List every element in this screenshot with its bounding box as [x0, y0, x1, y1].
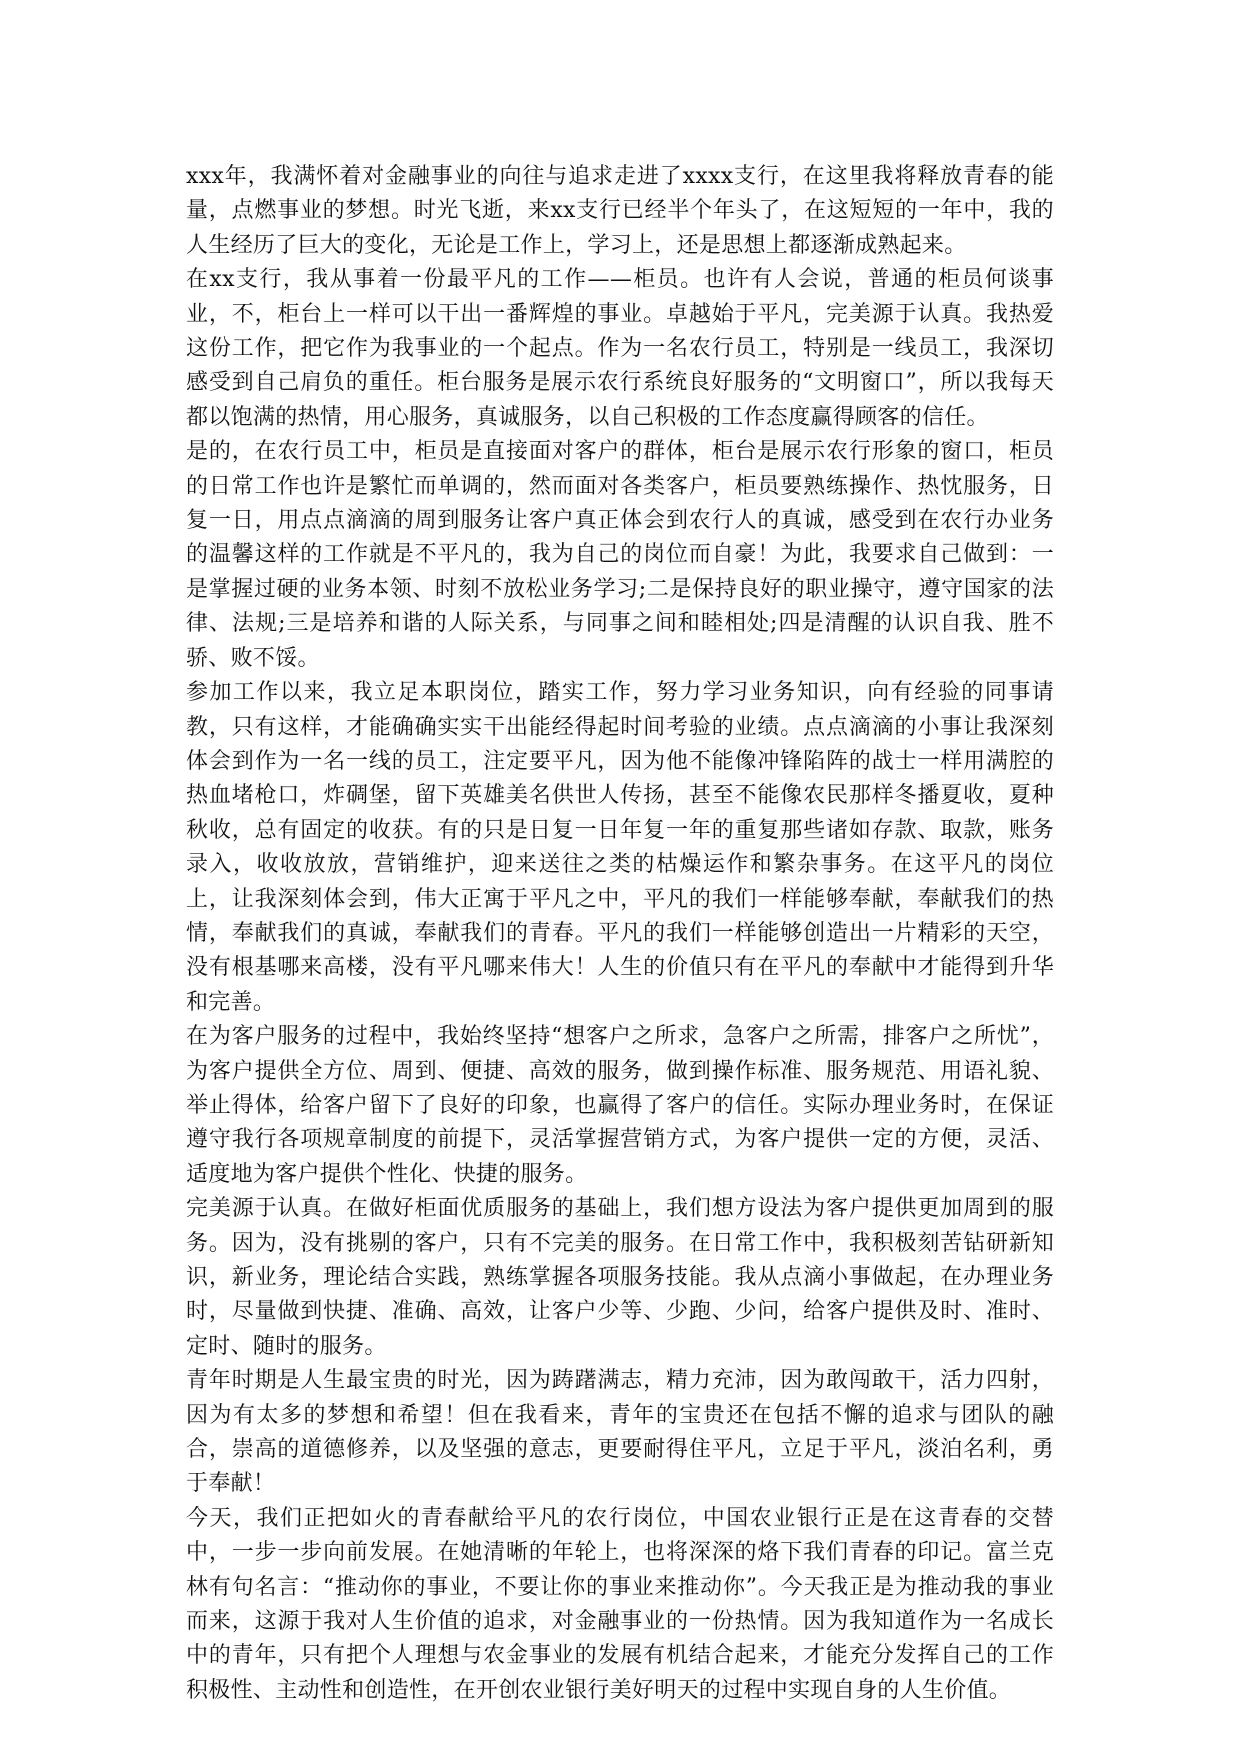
paragraph-8: 今天，我们正把如火的青春献给平凡的农行岗位，中国农业银行正是在这青春的交替中，一步一步向前发展。在她清晰的年轮上，也将深深的烙下我们青春的印记。富兰克林有句名言：“推动你的事业，不要让你的事业来推动你”。今天我正是为推动我的事业而来，这源于我对人生价值的追求，对金融事业的一份热情。因为我知道作为一名成长中的青年，只有把个人理想与农金事业的发展有机结合起来，才能充分发挥自己的工作积极性、主动性和创造性，在开创农业银行美好明天的过程中实现自身的人生价值。 — [186, 1505, 1054, 1703]
paragraph-1: xxx年，我满怀着对金融事业的向往与追求走进了xxxx支行，在这里我将释放青春的能量，点燃事业的梦想。时光飞逝，来xx支行已经半个年头了，在这短短的一年中，我的人生经历了巨大的变化，无论是工作上，学习上，还是思想上都逐渐成熟起来。 — [186, 164, 1054, 258]
paragraph-3: 是的，在农行员工中，柜员是直接面对客户的群体，柜台是展示农行形象的窗口，柜员的日常工作也许是繁忙而单调的，然而面对各类客户，柜员要熟练操作、热忱服务，日复一日，用点点滴滴的周到服务让客户真正体会到农行人的真诚，感受到在农行办业务的温馨这样的工作就是不平凡的，我为自己的岗位而自豪！为此，我要求自己做到：一是掌握过硬的业务本领、时刻不放松业务学习;二是保持良好的职业操守，遵守国家的法律、法规;三是培养和谐的人际关系，与同事之间和睦相处;四是清醒的认识自我、胜不骄、败不馁。 — [186, 439, 1054, 671]
paragraph-7: 青年时期是人生最宝贵的时光，因为踌躇满志，精力充沛，因为敢闯敢干，活力四射，因为有太多的梦想和希望！但在我看来，青年的宝贵还在包括不懈的追求与团队的融合，崇高的道德修养，以及坚强的意志，更要耐得住平凡，立足于平凡，淡泊名利，勇于奉献！ — [186, 1368, 1054, 1497]
paragraph-4: 参加工作以来，我立足本职岗位，踏实工作，努力学习业务知识，向有经验的同事请教，只有这样，才能确确实实干出能经得起时间考验的业绩。点点滴滴的小事让我深刻体会到作为一名一线的员工，注定要平凡，因为他不能像冲锋陷阵的战士一样用满腔的热血堵枪口，炸碉堡，留下英雄美名供世人传扬，甚至不能像农民那样冬播夏收，夏种秋收，总有固定的收获。有的只是日复一日年复一年的重复那些诸如存款、取款，账务录入，收收放放，营销维护，迎来送往之类的枯燥运作和繁杂事务。在这平凡的岗位上，让我深刻体会到，伟大正寓于平凡之中，平凡的我们一样能够奉献，奉献我们的热情，奉献我们的真诚，奉献我们的青春。平凡的我们一样能够创造出一片精彩的天空，没有根基哪来高楼，没有平凡哪来伟大！人生的价值只有在平凡的奉献中才能得到升华和完善。 — [186, 680, 1054, 1015]
paragraph-6: 完美源于认真。在做好柜面优质服务的基础上，我们想方设法为客户提供更加周到的服务。因为，没有挑剔的客户，只有不完美的服务。在日常工作中，我积极刻苦钻研新知识，新业务，理论结合实践，熟练掌握各项服务技能。我从点滴小事做起，在办理业务时，尽量做到快捷、准确、高效，让客户少等、少跑、少问，给客户提供及时、准时、定时、随时的服务。 — [186, 1196, 1054, 1359]
paragraph-2: 在xx支行，我从事着一份最平凡的工作——柜员。也许有人会说，普通的柜员何谈事业，不，柜台上一样可以干出一番辉煌的事业。卓越始于平凡，完美源于认真。我热爱这份工作，把它作为我事业的一个起点。作为一名农行员工，特别是一线员工，我深切感受到自己肩负的重任。柜台服务是展示农行系统良好服务的“文明窗口”，所以我每天都以饱满的热情，用心服务，真诚服务，以自己积极的工作态度赢得顾客的信任。 — [186, 267, 1054, 430]
document-body — [186, 160, 1054, 1708]
paragraph-5: 在为客户服务的过程中，我始终坚持“想客户之所求，急客户之所需，排客户之所忧”，为客户提供全方位、周到、便捷、高效的服务，做到操作标准、服务规范、用语礼貌、举止得体，给客户留下了良好的印象，也赢得了客户的信任。实际办理业务时，在保证遵守我行各项规章制度的前提下，灵活掌握营销方式，为客户提供一定的方便，灵活、适度地为客户提供个性化、快捷的服务。 — [186, 1024, 1054, 1187]
